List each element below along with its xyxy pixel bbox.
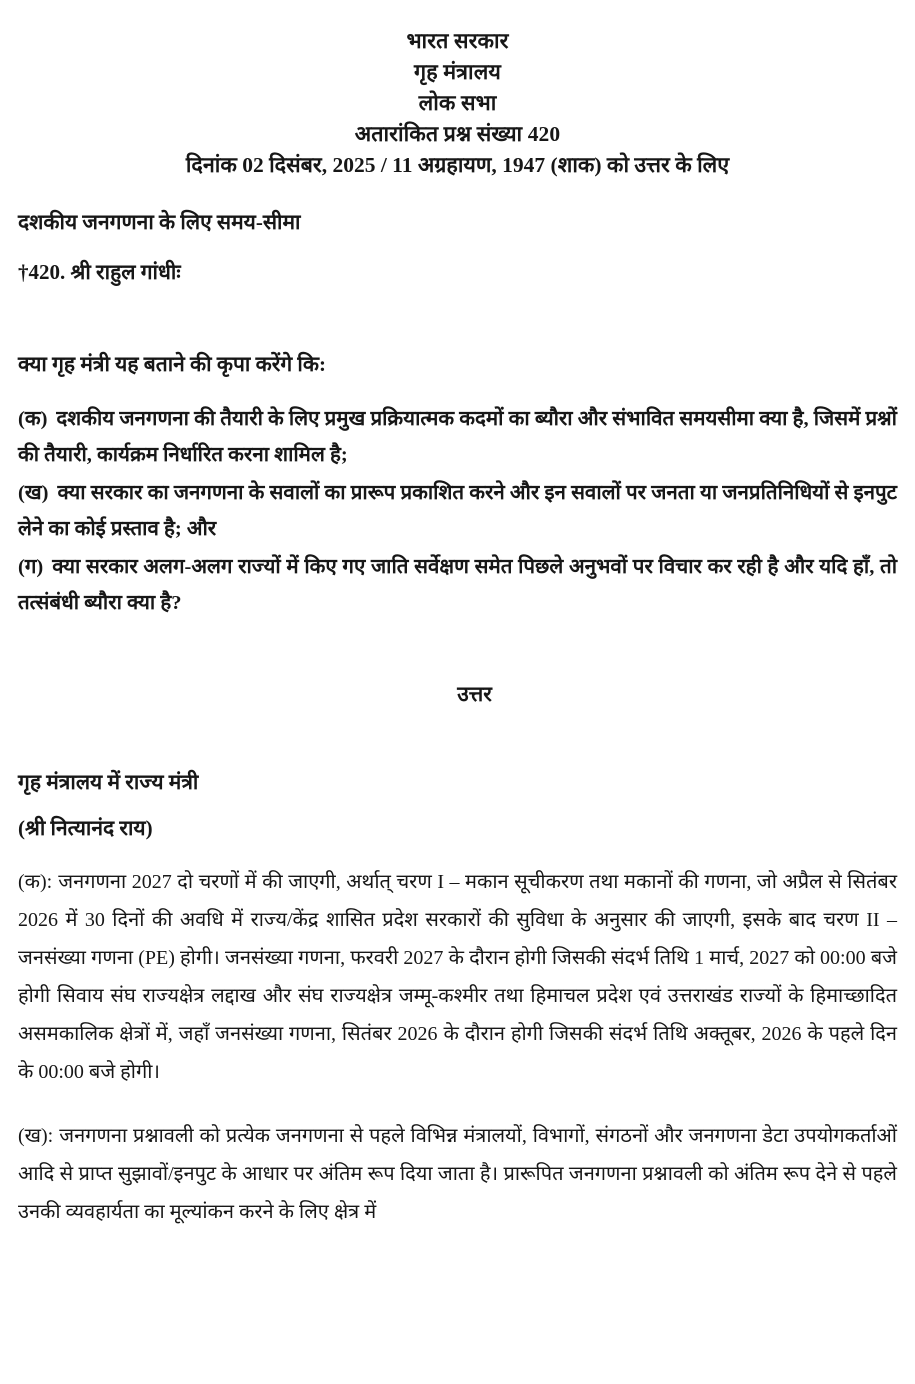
question-subject: दशकीय जनगणना के लिए समय-सीमा bbox=[18, 210, 301, 234]
question-clause-text-ka: दशकीय जनगणना की तैयारी के लिए प्रमुख प्रक्रियात्मक कदमों का ब्यौरा और संभावित समयसीमा क्या है, जिसमें प्रश्नों की तैयारी, कार्यक्रम निर्धारित करना शामिल है; bbox=[18, 408, 897, 466]
answer-paragraph-ka bbox=[18, 863, 897, 1091]
question-clause-text-ga: क्या सरकार अलग-अलग राज्यों में किए गए जाति सर्वेक्षण समेत पिछले अनुभवों पर विचार कर रही है और यदि हाँ, तो तत्संबंधी ब्यौरा क्या है? bbox=[18, 556, 897, 614]
answer-body bbox=[18, 863, 897, 1231]
answer-heading: उत्तर bbox=[457, 682, 492, 706]
header-line-answer-date: दिनांक 02 दिसंबर, 2025 / 11 अग्रहायण, 1947 (शाक) को उत्तर के लिए bbox=[185, 153, 730, 177]
answer-text-ka: जनगणना 2027 दो चरणों में की जाएगी, अर्थात् चरण I – मकान सूचीकरण तथा मकानों की गणना, जो अप्रैल से सितंबर 2026 में 30 दिनों की अवधि में राज्य/केंद्र शासित प्रदेश सरकारों की सुविधा के अनुसार की जाएगी, इसके बाद चरण II – जनसंख्या गणना (PE) होगी। जनसंख्या गणना, फरवरी 2027 के दौरान होगी जिसकी संदर्भ तिथि 1 मार्च, 2027 को 00:00 बजे होगी सिवाय संघ राज्यक्षेत्र लद्दाख और संघ राज्यक्षेत्र जम्मू-कश्मीर तथा हिमाचल प्रदेश एवं उत्तराखंड राज्यों के हिमाच्छादित असमकालिक क्षेत्रों में, जहाँ जनसंख्या गणना, सितंबर 2026 के दौरान होगी जिसकी संदर्भ तिथि अक्तूबर, 2026 के पहले दिन के 00:00 बजे होगी। bbox=[18, 871, 897, 1083]
document-header bbox=[18, 26, 897, 181]
header-line-question-number: अतारांकित प्रश्न संख्या 420 bbox=[354, 122, 561, 146]
header-line-ministry: गृह मंत्रालय bbox=[414, 60, 501, 84]
answer-marker-kha: (ख): bbox=[18, 1125, 54, 1147]
question-clause-ka bbox=[18, 401, 897, 473]
header-line-house: लोक सभा bbox=[418, 91, 497, 115]
question-clause-text-kha: क्या सरकार का जनगणना के सवालों का प्रारूप प्रकाशित करने और इन सवालों पर जनता या जनप्रतिनिधियों से इनपुट लेने का कोई प्रस्ताव है; और bbox=[18, 482, 897, 540]
header-line-government: भारत सरकार bbox=[406, 29, 509, 53]
question-intro: क्या गृह मंत्री यह बताने की कृपा करेंगे कि: bbox=[18, 352, 326, 376]
question-clause-marker-kha: (ख) bbox=[18, 482, 49, 504]
answer-marker-ka: (क): bbox=[18, 871, 53, 893]
question-clause-ga bbox=[18, 549, 897, 621]
question-clause-marker-ga: (ग) bbox=[18, 556, 44, 578]
answer-text-kha: जनगणना प्रश्नावली को प्रत्येक जनगणना से पहले विभिन्न मंत्रालयों, विभागों, संगठनों और जनगणना डेटा उपयोगकर्ताओं आदि से प्राप्त सुझावों/इनपुट के आधार पर अंतिम रूप दिया जाता है। प्रारूपित जनगणना प्रश्नावली को अंतिम रूप देने से पहले उनकी व्यवहार्यता का मूल्यांकन करने के लिए क्षेत्र में bbox=[18, 1125, 897, 1223]
question-clause-marker-ka: (क) bbox=[18, 408, 48, 430]
answer-paragraph-kha bbox=[18, 1117, 897, 1231]
question-asker: †420. श्री राहुल गांधीः bbox=[18, 260, 181, 284]
minister-name: (श्री नित्यानंद राय) bbox=[18, 816, 153, 840]
question-clause-list bbox=[18, 401, 897, 621]
question-clause-kha bbox=[18, 475, 897, 547]
minister-designation: गृह मंत्रालय में राज्य मंत्री bbox=[18, 770, 199, 794]
